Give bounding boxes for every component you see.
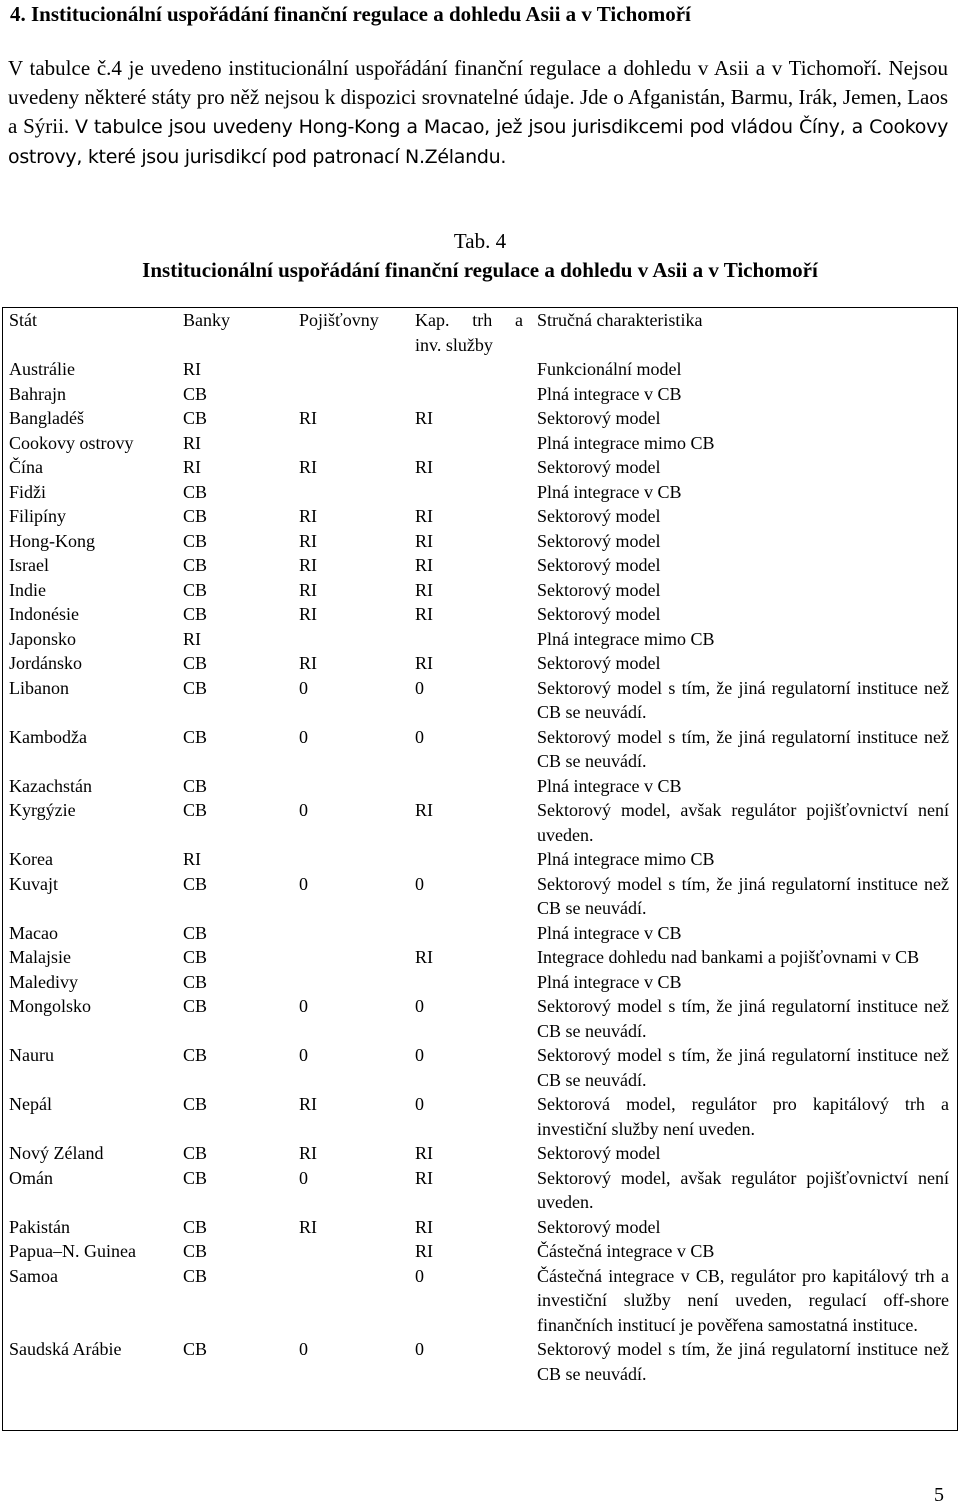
cell-capital: RI <box>415 1216 433 1237</box>
table-row <box>3 970 957 995</box>
cell-state: Hong-Kong <box>9 530 95 551</box>
cell-capital: RI <box>415 653 433 673</box>
cell-insurance: RI <box>299 530 317 551</box>
cell-insurance: 0 <box>299 1167 308 1188</box>
cell-state: Kuvajt <box>9 873 58 894</box>
cell-description: Sektorový model <box>537 1216 661 1237</box>
cell-description: Funkcionální model <box>537 359 682 379</box>
cell-banks: CB <box>183 775 208 796</box>
cell-banks: CB <box>183 677 208 698</box>
cell-banks: CB <box>183 604 208 624</box>
cell-state: Libanon <box>9 677 69 698</box>
cell-state: Nepál <box>9 1094 52 1114</box>
cell-capital: 0 <box>415 1339 424 1359</box>
table-row <box>3 921 957 946</box>
cell-banks: CB <box>183 1339 208 1359</box>
cell-banks: CB <box>183 947 208 967</box>
cell-capital <box>409 357 531 382</box>
cell-banks: CB <box>183 506 208 526</box>
cell-description: Plná integrace v CB <box>537 971 682 992</box>
cell-banks: CB <box>183 1045 208 1065</box>
cell-state: Samoa <box>9 1265 58 1286</box>
cell-insurance: 0 <box>299 677 308 698</box>
table-row <box>3 847 957 872</box>
cell-insurance <box>293 945 409 970</box>
cell-state: Čína <box>9 457 43 477</box>
table-row <box>3 1141 957 1166</box>
table-row <box>3 627 957 652</box>
cell-capital: RI <box>415 555 433 575</box>
table-header-row <box>3 308 957 357</box>
cell-description: Plná integrace v CB <box>537 481 682 502</box>
cell-insurance <box>293 627 409 652</box>
cell-insurance <box>293 480 409 505</box>
table-row <box>3 1092 957 1141</box>
cell-capital: 0 <box>415 873 424 894</box>
cell-insurance <box>293 774 409 799</box>
table-row <box>3 725 957 774</box>
cell-state: Fidži <box>9 481 47 502</box>
cell-insurance: RI <box>299 1143 317 1163</box>
cell-insurance: 0 <box>299 1045 308 1065</box>
cell-description: Sektorový model s tím, že jiná regulatorní instituce než CB se neuvádí. <box>537 1045 949 1090</box>
cell-state: Jordánsko <box>9 653 82 673</box>
cell-state: Korea <box>9 849 53 869</box>
cell-banks: CB <box>183 1143 208 1163</box>
cell-capital: 0 <box>415 1094 424 1114</box>
cell-capital <box>409 921 531 946</box>
cell-capital: RI <box>415 579 433 600</box>
table-row <box>3 994 957 1043</box>
cell-banks: CB <box>183 653 208 673</box>
cell-capital <box>409 382 531 407</box>
cell-description: Sektorový model s tím, že jiná regulatorní instituce než CB se neuvádí. <box>537 996 949 1041</box>
header-description: Stručná charakteristika <box>537 310 703 330</box>
cell-description: Sektorový model <box>537 653 661 673</box>
cell-description: Integrace dohledu nad bankami a pojišťovnami v CB <box>537 947 920 967</box>
table-row <box>3 1239 957 1264</box>
cell-banks: CB <box>183 922 208 943</box>
cell-insurance: RI <box>299 604 317 624</box>
cell-capital: 0 <box>415 1265 424 1286</box>
cell-insurance <box>293 1239 409 1264</box>
intro-text-2: V tabulce jsou uvedeny Hong-Kong a Macao, jež jsou jurisdikcemi pod vládou Číny, a Cookovy ostrovy, které jsou jurisdikcí pod patronací N.Zélandu. <box>8 116 949 168</box>
cell-banks: CB <box>183 726 208 747</box>
cell-capital <box>409 847 531 872</box>
cell-banks: CB <box>183 1216 208 1237</box>
cell-description: Sektorový model <box>537 530 661 551</box>
table-row <box>3 406 957 431</box>
cell-description: Sektorový model <box>537 555 661 575</box>
cell-insurance: RI <box>299 653 317 673</box>
cell-insurance <box>293 431 409 456</box>
cell-capital: 0 <box>415 996 424 1016</box>
cell-state: Austrálie <box>9 359 75 379</box>
cell-insurance: RI <box>299 1094 317 1114</box>
cell-description: Sektorový model <box>537 1143 661 1163</box>
cell-banks: CB <box>183 873 208 894</box>
cell-capital: 0 <box>415 726 424 747</box>
cell-description: Sektorový model s tím, že jiná regulatorní instituce než CB se neuvádí. <box>537 726 949 771</box>
cell-description: Plná integrace v CB <box>537 922 682 943</box>
cell-capital: RI <box>415 457 433 477</box>
cell-insurance: 0 <box>299 873 308 894</box>
cell-description: Sektorový model <box>537 506 661 526</box>
cell-description: Sektorová model, regulátor pro kapitálový trh a investiční služby není uveden. <box>537 1094 949 1139</box>
cell-insurance <box>293 921 409 946</box>
table-title: Institucionální uspořádání finanční regulace a dohledu v Asii a v Tichomoří <box>142 258 818 282</box>
table-row <box>3 431 957 456</box>
page-number: 5 <box>934 1484 944 1506</box>
cell-banks: CB <box>183 408 208 428</box>
cell-state: Malajsie <box>9 947 71 967</box>
cell-banks: CB <box>183 1094 208 1114</box>
cell-capital: RI <box>415 408 433 428</box>
cell-capital: 0 <box>415 1045 424 1065</box>
cell-banks: CB <box>183 1265 208 1286</box>
cell-insurance: RI <box>299 1216 317 1237</box>
cell-description: Sektorový model <box>537 579 661 600</box>
cell-state: Nový Zéland <box>9 1143 104 1163</box>
cell-description: Sektorový model <box>537 457 661 477</box>
header-insurance: Pojišťovny <box>299 310 379 330</box>
cell-capital <box>409 970 531 995</box>
cell-banks: CB <box>183 971 208 992</box>
cell-insurance <box>293 1264 409 1338</box>
cell-banks: RI <box>183 628 201 649</box>
cell-banks: CB <box>183 1167 208 1188</box>
cell-capital <box>409 627 531 652</box>
intro-paragraph <box>8 54 948 172</box>
section-heading: 4. Institucionální uspořádání finanční regulace a dohledu Asii a v Tichomoří <box>10 2 691 26</box>
header-capital <box>409 308 531 357</box>
cell-description: Sektorový model <box>537 408 661 428</box>
cell-state: Maledivy <box>9 971 78 992</box>
cell-capital <box>409 480 531 505</box>
cell-insurance: 0 <box>299 800 308 820</box>
cell-insurance: RI <box>299 506 317 526</box>
cell-state: Kambodža <box>9 726 87 747</box>
table-row <box>3 1166 957 1215</box>
header-banks: Banky <box>183 310 230 330</box>
cell-description: Částečná integrace v CB <box>537 1241 715 1261</box>
cell-state: Macao <box>9 922 58 943</box>
regulation-table <box>2 307 958 1431</box>
cell-banks: RI <box>183 849 201 869</box>
table-row <box>3 1337 957 1386</box>
table-row <box>3 480 957 505</box>
cell-banks: CB <box>183 530 208 551</box>
cell-insurance: RI <box>299 457 317 477</box>
cell-insurance <box>293 970 409 995</box>
cell-insurance: 0 <box>299 1339 308 1359</box>
cell-capital <box>409 431 531 456</box>
cell-description: Plná integrace mimo CB <box>537 432 715 453</box>
cell-state: Kyrgýzie <box>9 800 76 820</box>
cell-state: Israel <box>9 555 49 575</box>
cell-state: Bangladéš <box>9 408 84 428</box>
cell-insurance: 0 <box>299 726 308 747</box>
table-row <box>3 651 957 676</box>
cell-state: Filipíny <box>9 506 67 526</box>
cell-state: Pakistán <box>9 1216 70 1237</box>
intro-text-1: V tabulce č.4 je uvedeno institucionální uspořádání finanční regulace a dohledu v Asii a v Tichomoří. Nejsou uvedeny některé státy pro něž nejsou k dispozici srovnatelné údaje. Jde o Afganistán, Barmu, Irák, Jemen, Laos a Sýrii. <box>8 56 948 138</box>
table-row <box>3 1264 957 1338</box>
cell-capital <box>409 774 531 799</box>
cell-description: Částečná integrace v CB, regulátor pro kapitálový trh a investiční služby není uveden, regulací off-shore finančních institucí je pověřena samostatná instituce. <box>537 1265 949 1335</box>
cell-state: Mongolsko <box>9 996 92 1016</box>
cell-banks: RI <box>183 432 201 453</box>
cell-capital: 0 <box>415 677 424 698</box>
cell-state: Indie <box>9 579 46 600</box>
cell-description: Plná integrace mimo CB <box>537 849 715 869</box>
cell-state: Kazachstán <box>9 775 92 796</box>
cell-insurance: RI <box>299 579 317 600</box>
cell-capital: RI <box>415 800 433 820</box>
cell-banks: CB <box>183 1241 208 1261</box>
header-state: Stát <box>9 310 38 330</box>
cell-insurance <box>293 847 409 872</box>
cell-state: Saudská Arábie <box>9 1339 122 1359</box>
cell-insurance: 0 <box>299 996 308 1016</box>
cell-state: Papua–N. Guinea <box>9 1241 136 1261</box>
cell-banks: CB <box>183 800 208 820</box>
cell-banks: CB <box>183 383 208 404</box>
table-label: Tab. 4 <box>453 229 507 253</box>
table-row <box>3 504 957 529</box>
cell-description: Plná integrace mimo CB <box>537 628 715 649</box>
table-row <box>3 872 957 921</box>
cell-capital: RI <box>415 1241 433 1261</box>
cell-banks: RI <box>183 359 201 379</box>
cell-description: Sektorový model, avšak regulátor pojišťovnictví není uveden. <box>537 800 949 845</box>
table-row <box>3 1043 957 1092</box>
cell-description: Plná integrace v CB <box>537 383 682 404</box>
cell-insurance: RI <box>299 555 317 575</box>
cell-capital: RI <box>415 604 433 624</box>
cell-capital: RI <box>415 947 433 967</box>
table-row <box>3 774 957 799</box>
cell-description: Plná integrace v CB <box>537 775 682 796</box>
cell-insurance <box>293 382 409 407</box>
cell-state: Nauru <box>9 1045 54 1065</box>
table-row <box>3 455 957 480</box>
table-row <box>3 553 957 578</box>
cell-banks: CB <box>183 481 208 502</box>
cell-description: Sektorový model s tím, že jiná regulatorní instituce než CB se neuvádí. <box>537 1339 949 1384</box>
cell-insurance <box>293 357 409 382</box>
cell-capital: RI <box>415 506 433 526</box>
table-row <box>3 676 957 725</box>
table-row <box>3 1215 957 1240</box>
table-row <box>3 578 957 603</box>
table-row <box>3 945 957 970</box>
table-row <box>3 602 957 627</box>
cell-capital: RI <box>415 530 433 551</box>
table-row <box>3 798 957 847</box>
cell-banks: CB <box>183 996 208 1016</box>
cell-state: Japonsko <box>9 628 76 649</box>
cell-description: Sektorový model s tím, že jiná regulatorní instituce než CB se neuvádí. <box>537 677 949 722</box>
header-capital-line1: Kap. trh a <box>415 310 523 330</box>
cell-state: Cookovy ostrovy <box>9 432 134 453</box>
cell-banks: RI <box>183 457 201 477</box>
table-row <box>3 382 957 407</box>
header-capital-line2: inv. služby <box>415 334 493 355</box>
cell-description: Sektorový model s tím, že jiná regulatorní instituce než CB se neuvádí. <box>537 873 949 918</box>
cell-state: Bahrajn <box>9 383 66 404</box>
cell-description: Sektorový model, avšak regulátor pojišťovnictví není uveden. <box>537 1167 949 1212</box>
cell-state: Omán <box>9 1167 53 1188</box>
table-row <box>3 357 957 382</box>
cell-description: Sektorový model <box>537 604 661 624</box>
cell-capital: RI <box>415 1143 433 1163</box>
cell-state: Indonésie <box>9 604 79 624</box>
cell-capital: RI <box>415 1167 433 1188</box>
cell-banks: CB <box>183 579 208 600</box>
cell-banks: CB <box>183 555 208 575</box>
cell-insurance: RI <box>299 408 317 428</box>
table-row <box>3 529 957 554</box>
